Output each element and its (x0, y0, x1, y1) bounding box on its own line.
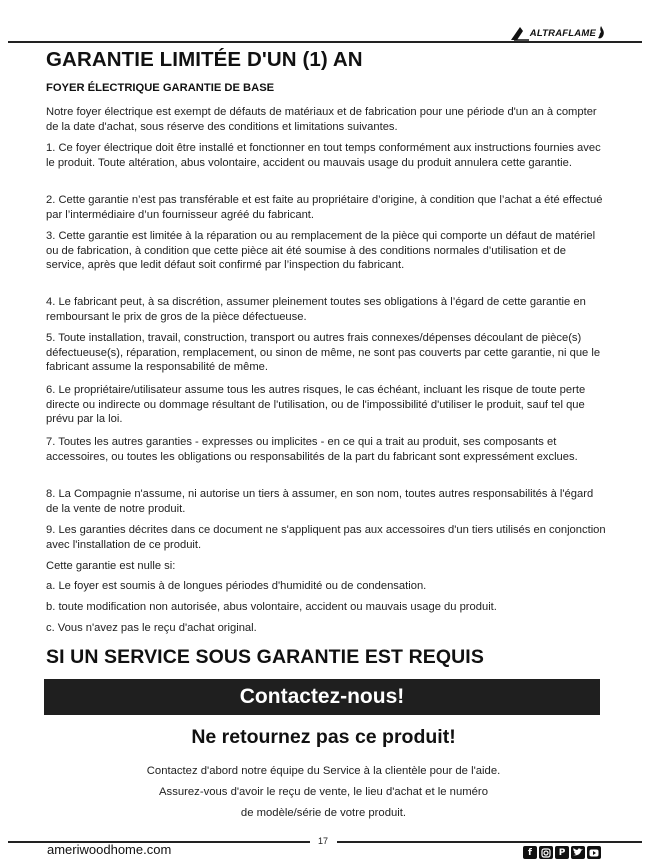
social-icons (523, 846, 601, 859)
footer-rule-right (337, 841, 642, 843)
void-condition-b: b. toute modification non autorisée, abus volontaire, accident ou mauvais usage du produit. (46, 601, 497, 613)
warranty-clause-2: 2. Cette garantie n’est pas transférable et est faite au propriétaire d’origine, à condition que l’achat a été effectué par l’intermédiaire d’un fournisseur agréé du fabricant. (46, 194, 603, 221)
pinterest-icon[interactable]: P (555, 846, 569, 859)
header-rule (8, 41, 642, 43)
warranty-clause-7: 7. Toutes les autres garanties - expresses ou implicites - en ce qui a trait au produit, ses composants et accessoires, ou toutes les obligations ou responsabilités de la part du fabricant sont expressément exclues. (46, 436, 578, 463)
twitter-icon[interactable] (571, 846, 585, 859)
brand-name: ALTRAFLAME (529, 27, 596, 39)
page-number: 17 (313, 836, 333, 846)
void-condition-c: c. Vous n'avez pas le reçu d'achat original. (46, 622, 257, 634)
warranty-clause-1: 1. Ce foyer électrique doit être installé et fonctionner en tout temps conformément aux instructions fournies avec le produit. Toute altération, abus volontaire, accident ou mauvais usage du produit annulera cette garantie. (46, 142, 601, 169)
contact-line-1: Contactez d'abord notre équipe du Service à la clientèle pour de l'aide. (146, 765, 501, 777)
flame-icon (597, 26, 605, 40)
warranty-clause-6: 6. Le propriétaire/utilisateur assume tous les autres risques, le cas échéant, incluant les risque de toute perte directe ou indirecte ou dommage résultant de l'utilisation, ou de l'impossibilité d'utiliser le produit, sauf tel que prévu par la loi. (46, 384, 586, 426)
do-not-return-warning: Ne retournez pas ce produit! (191, 726, 456, 748)
intro-paragraph: Notre foyer électrique est exempt de défauts de matériaux et de fabrication pour une période d'un an à compter de la date d'achat, sous réserve des conditions et limitations suivantes. (46, 106, 597, 133)
contact-banner (44, 679, 600, 715)
contact-line-3: de modèle/série de votre produit. (240, 807, 407, 819)
facebook-icon[interactable]: f (523, 846, 537, 859)
instagram-icon[interactable] (539, 846, 553, 859)
warranty-clause-8: 8. La Compagnie n'assume, ni autorise un tiers à assumer, en son nom, toutes autres responsabilités à l'égard de la vente de notre produit. (46, 488, 594, 515)
brand-logo (510, 25, 605, 41)
website-link[interactable]: ameriwoodhome.com (47, 842, 172, 857)
warranty-clause-4: 4. Le fabricant peut, à sa discrétion, assumer pleinement toutes ses obligations à l’égard de cette garantie en remboursant le prix de gros de la pièce défectueuse. (46, 296, 586, 323)
void-conditions-heading: Cette garantie est nulle si: (46, 560, 176, 572)
warranty-clause-3: 3. Cette garantie est limitée à la réparation ou au remplacement de la pièce qui comporte un défaut de matériel ou de fabrication, à condition que cette pièce ait été soumise à des conditions normales d’utilisation et de service, après que ledit défaut soit confirmé par l’inspection du fabricant. (46, 230, 596, 272)
warranty-clause-5: 5. Toute installation, travail, construction, transport ou autres frais connexes/dépenses découlant de pièce(s) défectueuse(s), réparation, remplacement, ou sinon de même, ne sont pas couverts par cette garantie, ni que le fabricant assume la responsabilité de même. (46, 332, 601, 374)
page-subtitle: FOYER ÉLECTRIQUE GARANTIE DE BASE (46, 82, 275, 94)
service-section-title: SI UN SERVICE SOUS GARANTIE EST REQUIS (46, 646, 484, 668)
page-title: GARANTIE LIMITÉE D'UN (1) AN (46, 48, 363, 71)
youtube-icon[interactable] (587, 846, 601, 859)
logo-mark-icon (510, 25, 530, 41)
contact-banner-label: Contactez-nous! (239, 685, 405, 708)
contact-line-2: Assurez-vous d'avoir le reçu de vente, le lieu d'achat et le numéro (159, 786, 488, 798)
void-condition-a: a. Le foyer est soumis à de longues périodes d'humidité ou de condensation. (46, 580, 427, 592)
warranty-clause-9: 9. Les garanties décrites dans ce document ne s'appliquent pas aux accessoires d'un tiers utilisés en conjonction avec l'installation de ce produit. (46, 524, 606, 551)
